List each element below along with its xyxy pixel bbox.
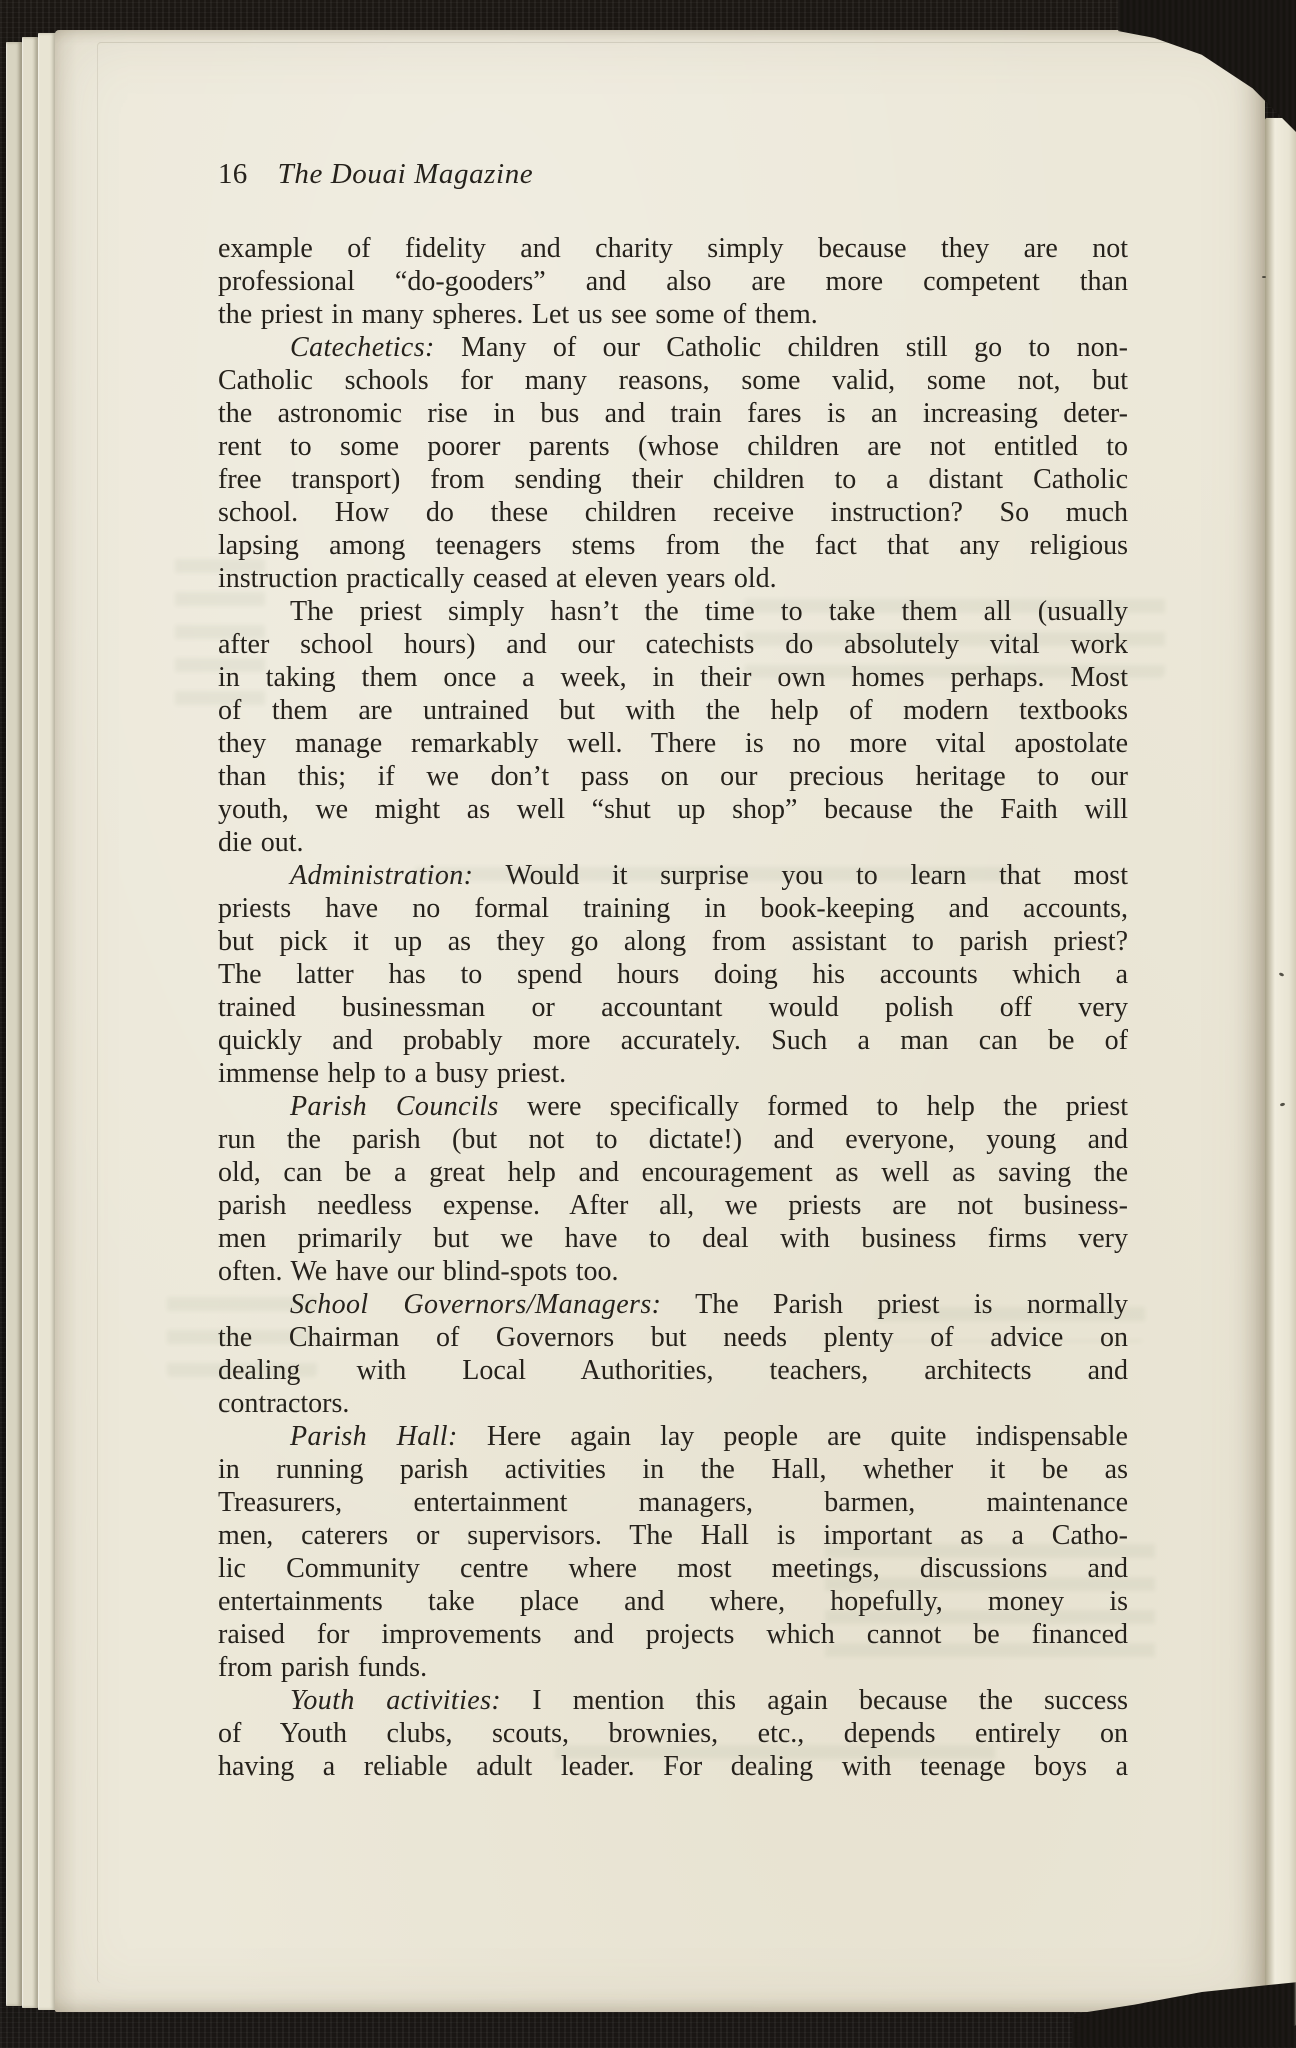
text-line: school. How do these children receive instruction? So much [218,497,1128,528]
text-line: Catholic schools for many reasons, some valid, some not, but [218,365,1128,396]
text-line: than this; if we don’t pass on our precious heritage to our [218,761,1128,792]
text-line: from parish funds. [218,1652,428,1683]
text-line: contractors. [218,1388,350,1419]
text-line: raised for improvements and projects which cannot be financed [218,1619,1128,1650]
text-line: often. We have our blind-spots too. [218,1256,619,1287]
text-line: Treasurers, entertainment managers, barmen, maintenance [218,1487,1128,1518]
text-line: old, can be a great help and encouragement as well as saving the [218,1157,1128,1188]
text-line: having a reliable adult leader. For dealing with teenage boys a [218,1751,1128,1782]
running-title: The Douai Magazine [277,158,534,190]
text-line: of them are untrained but with the help of modern textbooks [218,695,1128,726]
text-line: The latter has to spend hours doing his accounts which a [218,959,1128,990]
text-line: run the parish (but not to dictate!) and everyone, young and [218,1124,1128,1155]
text-line: the Chairman of Governors but needs plenty of advice on [218,1322,1128,1353]
text-line: immense help to a busy priest. [218,1058,567,1089]
page-number: 16 [218,158,248,190]
text-line: the priest in many spheres. Let us see some of them. [218,299,818,330]
text-line: School Governors/Managers: The Parish priest is normally [290,1289,1128,1320]
text-line: priests have no formal training in book-keeping and accounts, [218,893,1128,924]
text-line: the astronomic rise in bus and train fares is an increasing deter- [218,398,1128,429]
text-line: they manage remarkably well. There is no more vital apostolate [218,728,1128,759]
page-edges [6,42,22,2006]
text-line: example of fidelity and charity simply because they are not [218,233,1128,264]
text-line: men, caterers or supervisors. The Hall is important as a Catho- [218,1520,1128,1551]
page-edges [22,37,38,2008]
text-line: dealing with Local Authorities, teachers, architects and [218,1355,1128,1386]
text-line: The priest simply hasn’t the time to take them all (usually [290,596,1128,627]
text-line: free transport) from sending their children to a distant Catholic [218,464,1128,495]
text-line: entertainments take place and where, hopefully, money is [218,1586,1128,1617]
text-line: after school hours) and our catechists do absolutely vital work [218,629,1128,660]
text-line: men primarily but we have to deal with business firms very [218,1223,1128,1254]
text-line: in running parish activities in the Hall, whether it be as [218,1454,1128,1485]
page-gutter-fold [1265,118,1296,2026]
text-line: Parish Hall: Here again lay people are quite indispensable [290,1421,1128,1452]
paper-speck [1262,276,1266,278]
running-head [218,158,533,191]
text-line: rent to some poorer parents (whose children are not entitled to [218,431,1128,462]
text-line: trained businessman or accountant would polish off very [218,992,1128,1023]
text-line: quickly and probably more accurately. Such a man can be of [218,1025,1128,1056]
text-line: instruction practically ceased at eleven years old. [218,563,777,594]
text-line: lapsing among teenagers stems from the fact that any religious [218,530,1128,561]
text-line: die out. [218,827,304,858]
text-line: but pick it up as they go along from assistant to parish priest? [218,926,1128,957]
text-line: lic Community centre where most meetings, discussions and [218,1553,1128,1584]
magazine-page [55,30,1265,2012]
text-line: Youth activities: I mention this again because the success [290,1685,1129,1716]
text-line: youth, we might as well “shut up shop” because the Faith will [218,794,1128,825]
text-line: professional “do-gooders” and also are more competent than [218,266,1128,297]
page-edges [38,33,56,2010]
text-line: in taking them once a week, in their own homes perhaps. Most [218,662,1128,693]
text-line: of Youth clubs, scouts, brownies, etc., depends entirely on [218,1718,1128,1749]
text-line: Administration: Would it surprise you to learn that most [290,860,1128,891]
text-line: Parish Councils were specifically formed to help the priest [290,1091,1128,1122]
text-line: Catechetics: Many of our Catholic children still go to non- [290,332,1128,363]
article-text [218,232,1128,1783]
text-line: parish needless expense. After all, we priests are not business- [218,1190,1128,1221]
